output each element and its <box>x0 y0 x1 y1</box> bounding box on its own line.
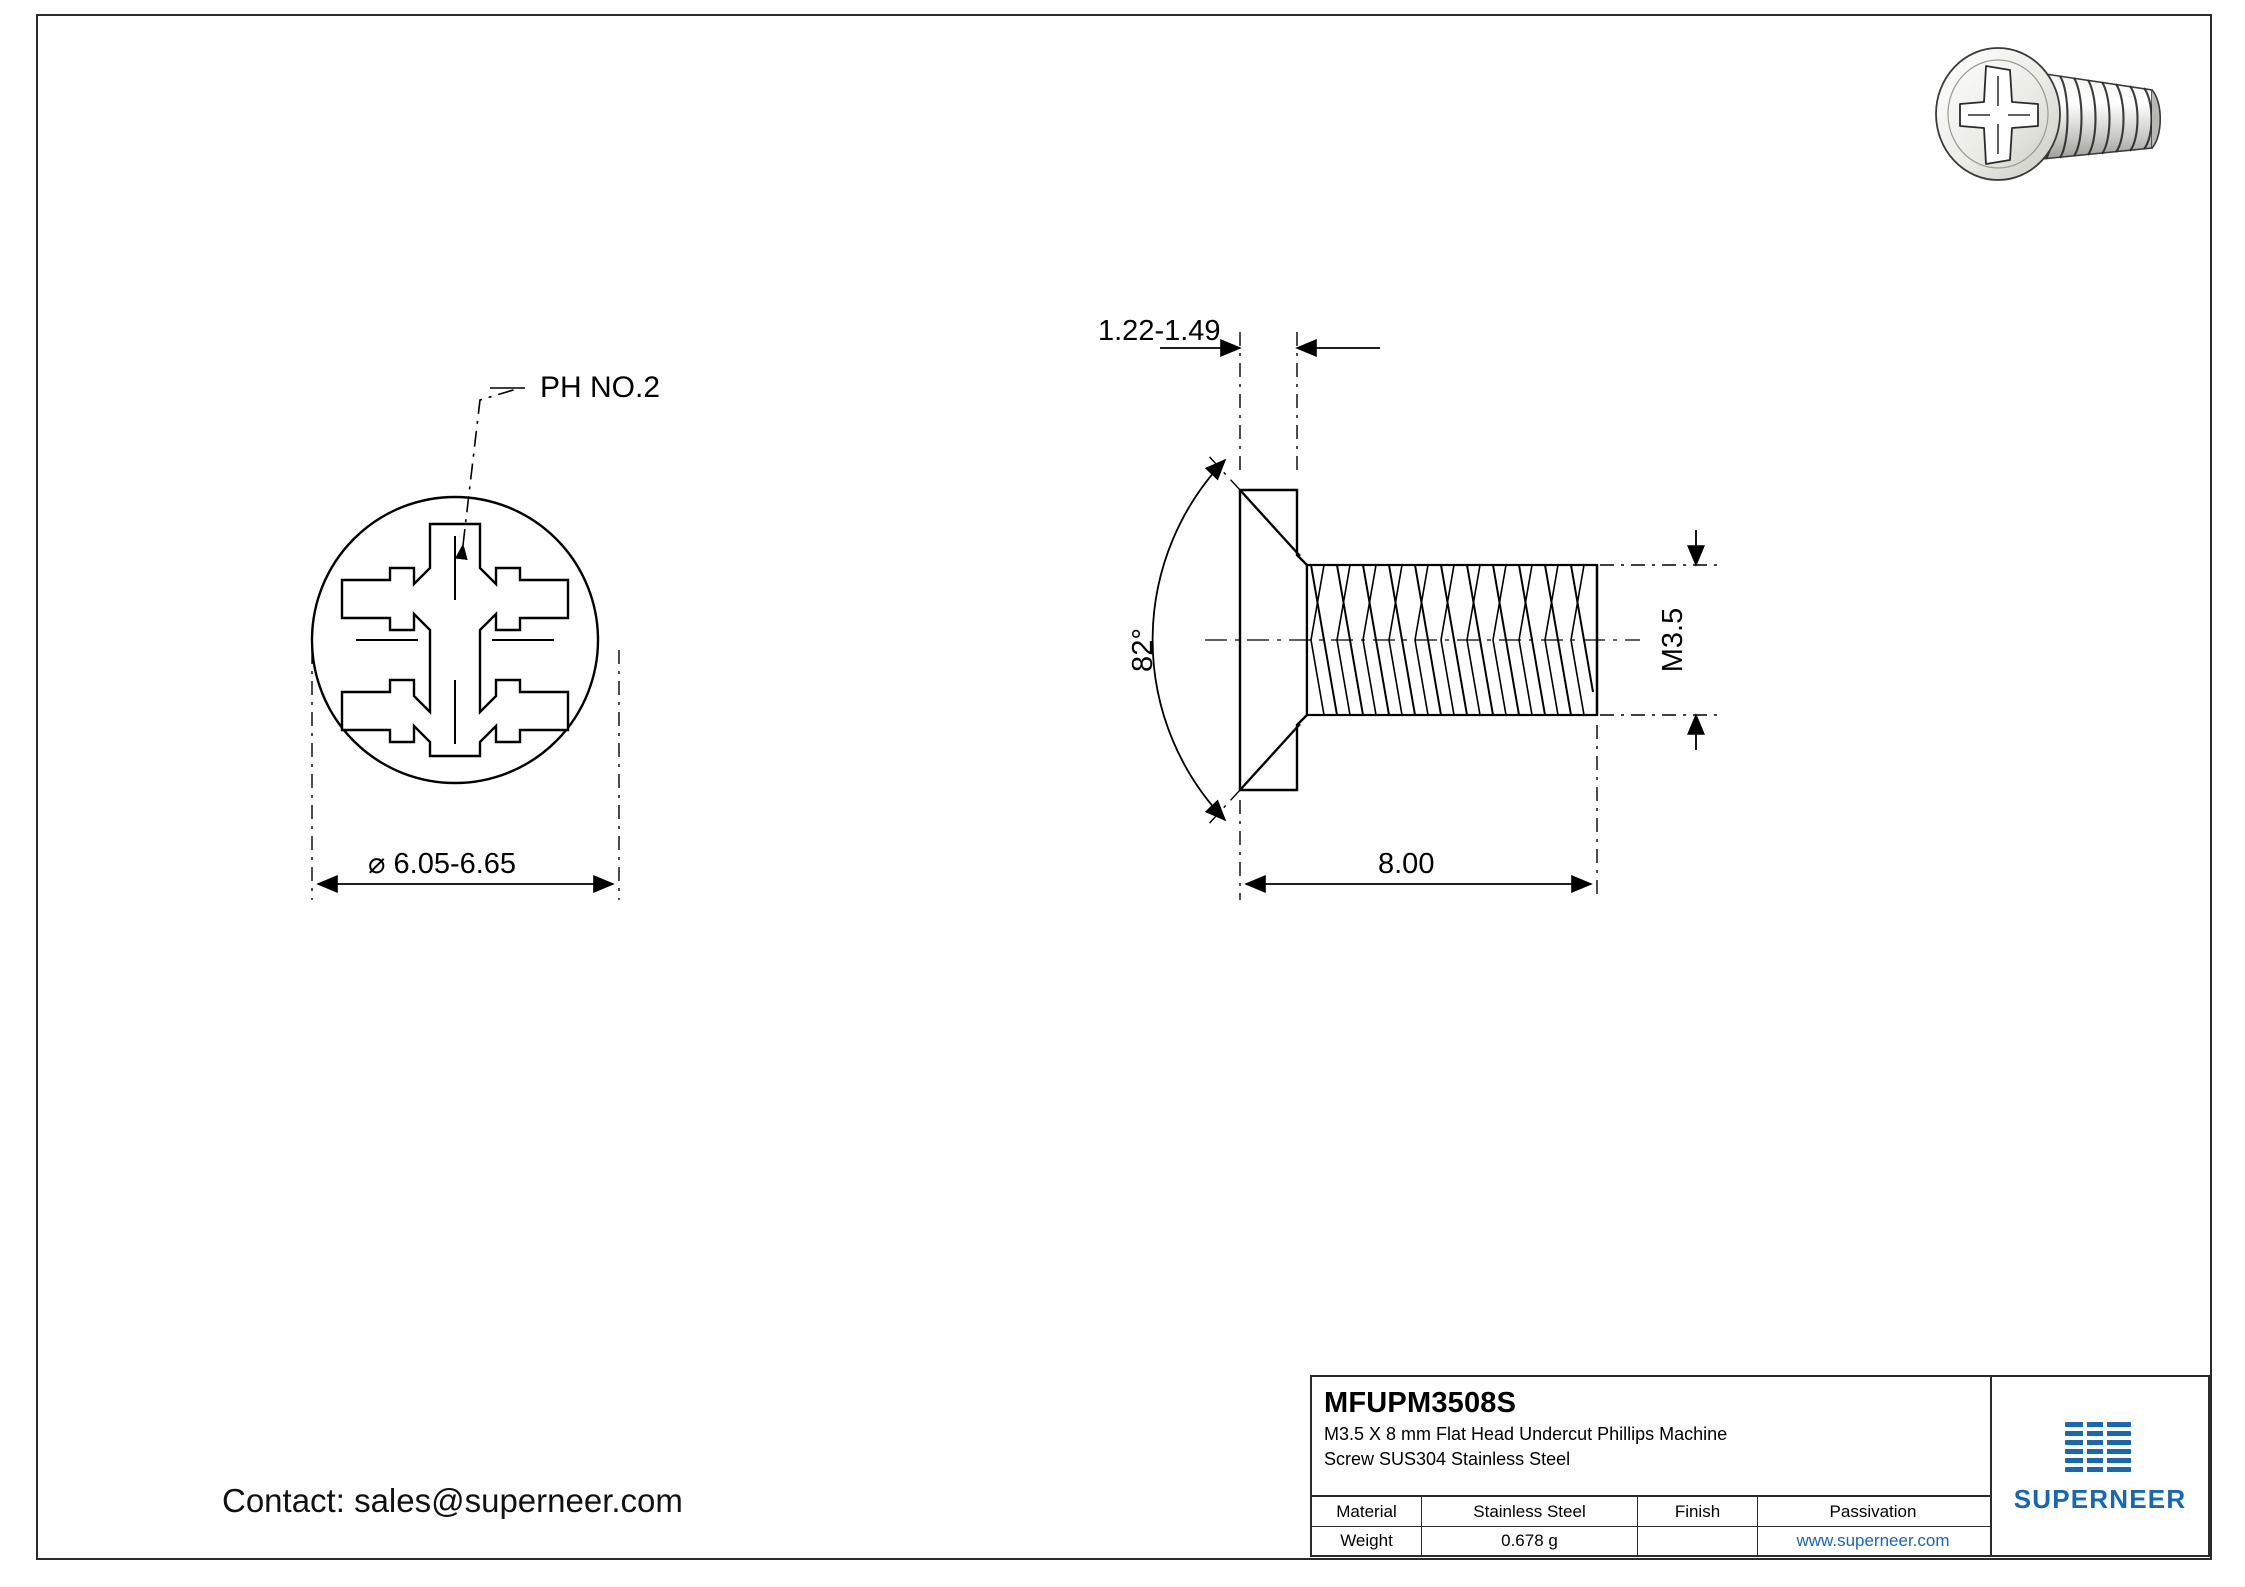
weight-value: 0.678 g <box>1422 1527 1638 1555</box>
sheet-border <box>36 14 2212 1560</box>
material-value: Stainless Steel <box>1422 1497 1638 1526</box>
part-description <box>1312 1422 1990 1478</box>
empty-cell <box>1638 1527 1758 1555</box>
table-row <box>1312 1526 1990 1555</box>
contact-text: Contact: sales@superneer.com <box>222 1482 683 1519</box>
diameter-dimension-label: ⌀ 6.05-6.65 <box>368 848 517 880</box>
angle-label: 82° <box>1127 628 1159 672</box>
length-label: 8.00 <box>1378 848 1435 880</box>
thread-diameter-label: M3.5 <box>1657 607 1689 673</box>
title-block-left <box>1312 1377 1992 1555</box>
title-block <box>1310 1375 2210 1557</box>
brand-name: SUPERNEER <box>2013 1483 2187 1514</box>
part-code: MFUPM3508S <box>1324 1387 1517 1419</box>
table-row <box>1312 1497 1990 1526</box>
part-description-line-1: M3.5 X 8 mm Flat Head Undercut Phillips Machine <box>1324 1424 1728 1444</box>
ph-no-label: PH NO.2 <box>540 371 661 404</box>
spec-table <box>1312 1495 1990 1555</box>
material-label: Material <box>1312 1497 1422 1526</box>
website-cell <box>1758 1527 1988 1555</box>
website-link[interactable]: www.superneer.com <box>1796 1531 1950 1550</box>
finish-label: Finish <box>1638 1497 1758 1526</box>
part-description-line-2: Screw SUS304 Stainless Steel <box>1324 1448 1571 1469</box>
weight-label: Weight <box>1312 1527 1422 1555</box>
superneer-logo-icon <box>2057 1418 2143 1478</box>
finish-value: Passivation <box>1829 1501 1917 1521</box>
screw-3d-illustration <box>1920 30 2200 190</box>
head-height-label: 1.22-1.49 <box>1098 315 1221 347</box>
brand-logo <box>1992 1377 2208 1555</box>
